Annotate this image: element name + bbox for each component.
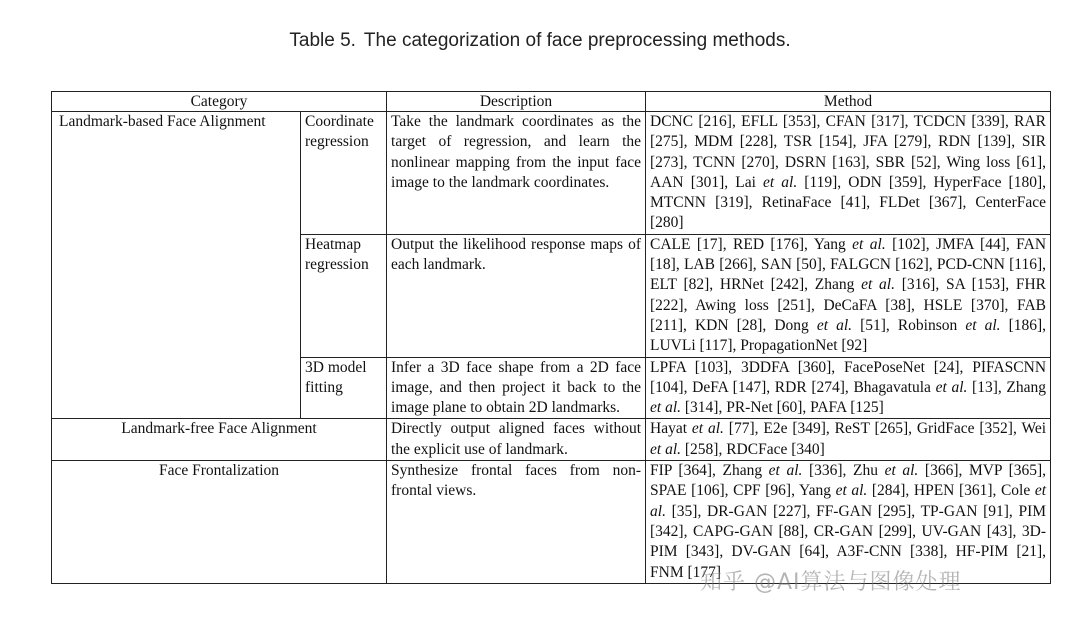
method-cell: LPFA [103], 3DDFA [360], FacePoseNet [24], PIFASCNN [104], DeFA [147], RDR [274], Bhagavatula et al. [13], Zhang et al. [314], PR-Net [60], PAFA [125] (646, 357, 1051, 419)
watermark: 知乎 @AI算法与图像处理 (700, 570, 962, 595)
header-method: Method (646, 92, 1051, 112)
description-cell: Output the likelihood response maps of each landmark. (387, 234, 646, 357)
subcategory-cell: 3D model fitting (301, 357, 387, 419)
caption-label: Table 5. (289, 30, 356, 51)
table-header-row (52, 92, 1051, 112)
subcategory-cell: Heatmap regression (301, 234, 387, 357)
subcategory-cell: Coordinate regression (301, 112, 387, 235)
caption-text: The categorization of face preprocessing methods. (363, 30, 791, 51)
method-cell: DCNC [216], EFLL [353], CFAN [317], TCDCN [339], RAR [275], MDM [228], TSR [154], JFA [279], RDN [139], SIR [273], TCNN [270], DSRN [163], SBR [52], Wing loss [61], AAN [301], Lai et al. [119], ODN [359], HyperFace [180], MTCNN [319], RetinaFace [41], FLDet [367], CenterFace [280] (646, 112, 1051, 235)
category-cell: Landmark-based Face Alignment (52, 112, 301, 419)
category-cell: Face Frontalization (52, 461, 387, 584)
description-cell: Infer a 3D face shape from a 2D face image, and then project it back to the image plane to obtain 2D landmarks. (387, 357, 646, 419)
method-cell: FIP [364], Zhang et al. [336], Zhu et al. [366], MVP [365], SPAE [106], CPF [96], Yang et al. [284], HPEN [361], Cole et al. [35], DR-GAN [227], FF-GAN [295], TP-GAN [91], PIM [342], CAPG-GAN [88], CR-GAN [299], UV-GAN [43], 3D-PIM [343], DV-GAN [64], A3F-CNN [338], HF-PIM [21], FNM [177] (646, 461, 1051, 584)
methods-table (51, 91, 1051, 584)
table-row (52, 112, 1051, 235)
table-row (52, 419, 1051, 461)
method-cell: Hayat et al. [77], E2e [349], ReST [265], GridFace [352], Wei et al. [258], RDCFace [340] (646, 419, 1051, 461)
description-cell: Synthesize frontal faces from non-frontal views. (387, 461, 646, 584)
method-cell: CALE [17], RED [176], Yang et al. [102], JMFA [44], FAN [18], LAB [266], SAN [50], FALGCN [162], PCD-CNN [116], ELT [82], HRNet [242], Zhang et al. [316], SA [153], FHR [222], Awing loss [251], DeCaFA [38], HSLE [370], FAB [211], KDN [28], Dong et al. [51], Robinson et al. [186], LUVLi [117], PropagationNet [92] (646, 234, 1051, 357)
table-caption (0, 30, 1080, 52)
header-category: Category (52, 92, 387, 112)
description-cell: Take the landmark coordinates as the target of regression, and learn the nonlinear mapping from the input face image to the landmark coordinates. (387, 112, 646, 235)
header-description: Description (387, 92, 646, 112)
category-cell: Landmark-free Face Alignment (52, 419, 387, 461)
description-cell: Directly output aligned faces without the explicit use of landmark. (387, 419, 646, 461)
